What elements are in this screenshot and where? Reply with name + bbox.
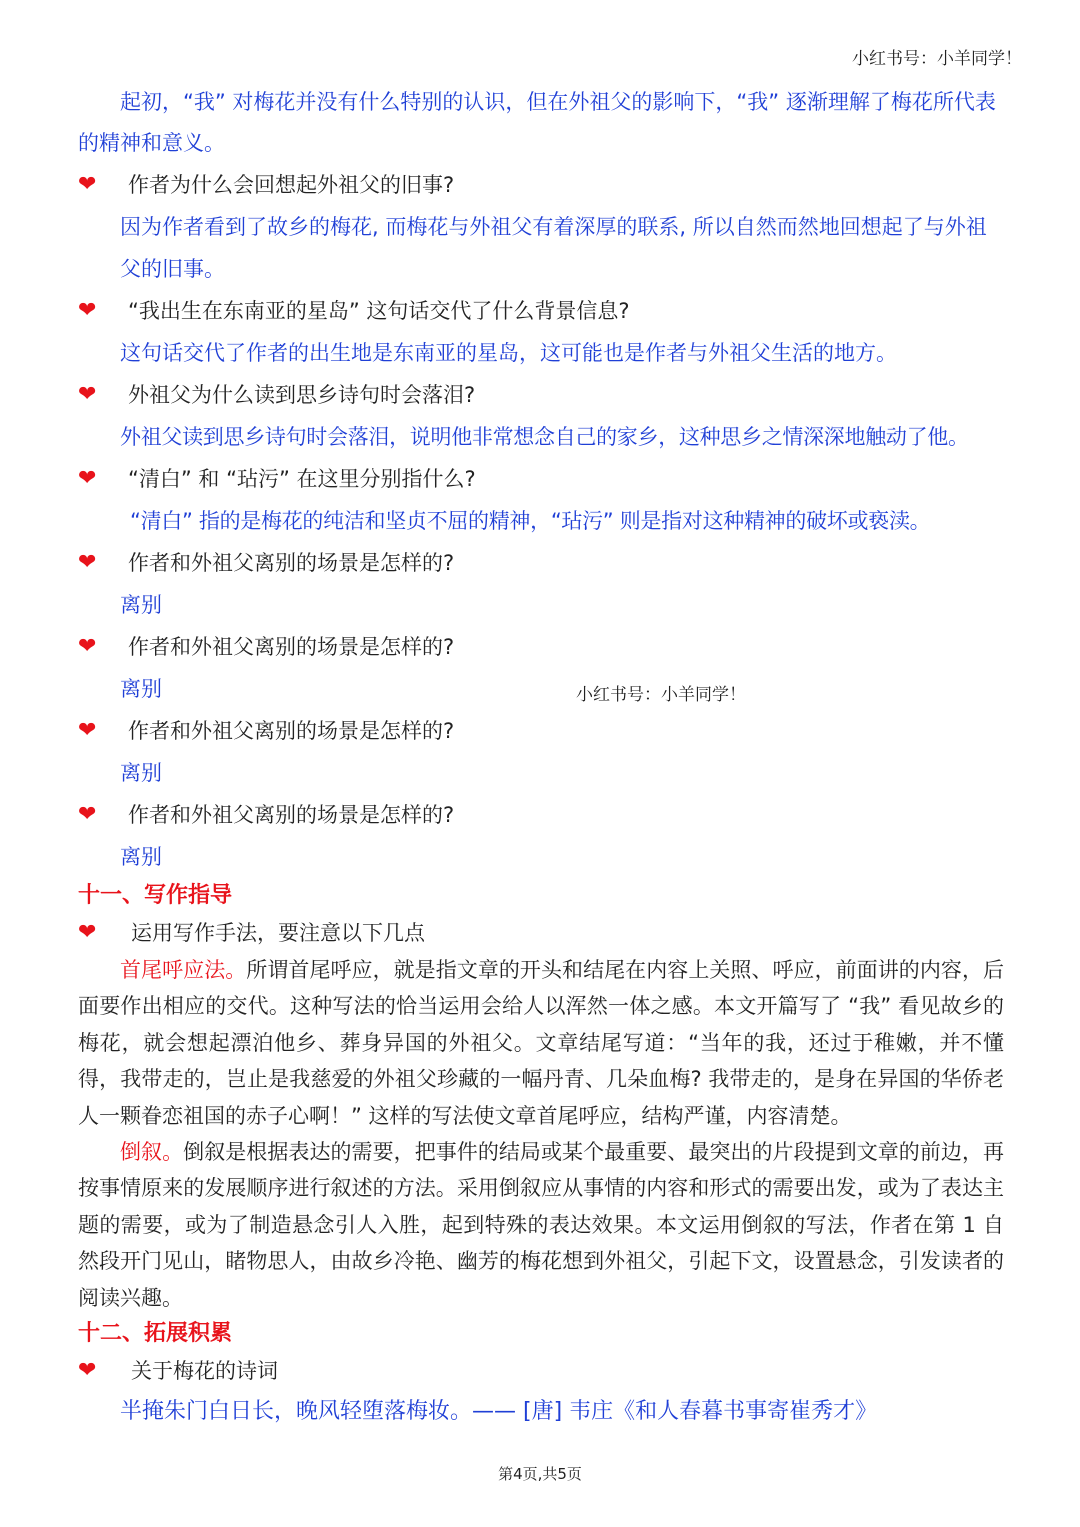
intro-answer: 起初，“我” 对梅花并没有什么特别的认识，但在外祖父的影响下，“我” 逐渐理解了梅花所代表的精神和意义。: [78, 90, 996, 155]
heart-icon: ❤: [78, 298, 97, 323]
heart-icon: ❤: [78, 634, 97, 659]
question: 外祖父为什么读到思乡诗句时会落泪?: [128, 383, 476, 407]
heart-icon: ❤: [78, 1358, 97, 1384]
bullet-text: 关于梅花的诗词: [131, 1359, 278, 1384]
answer: 离别: [120, 845, 162, 869]
page-footer: 第4页,共5页: [498, 1465, 582, 1483]
qa-item: [78, 542, 1004, 626]
heart-icon: ❤: [78, 802, 97, 827]
answer: 离别: [120, 593, 162, 617]
keyword: 首尾呼应法。: [120, 958, 247, 982]
section-heading: 十一、写作指导: [78, 883, 233, 908]
page-content: [78, 82, 1004, 1434]
answer: 这句话交代了作者的出生地是东南亚的星岛，这可能也是作者与外祖父生活的地方。: [120, 341, 897, 365]
heart-icon: ❤: [78, 718, 97, 743]
answer: 外祖父读到思乡诗句时会落泪，说明他非常想念自己的家乡，这种思乡之情深深地触动了他。: [120, 425, 969, 449]
question: “我出生在东南亚的星岛” 这句话交代了什么背景信息?: [128, 299, 630, 323]
qa-item: [78, 374, 1004, 458]
heart-icon: ❤: [78, 466, 97, 491]
paragraph-text: 倒叙是根据表达的需要，把事件的结局或某个最重要、最突出的片段提到文章的前边，再按事情原来的发展顺序进行叙述的方法。采用倒叙应从事情的内容和形式的需要出发，或为了表达主题的需要，或为了制造悬念引人入胜，起到特殊的表达效果。本文运用倒叙的写法，作者在第 1 自然段开门见山，睹物思人，由故乡冷艳、幽芳的梅花想到外祖父，引起下文，设置悬念，引发读者的阅读兴趣。: [78, 1140, 1005, 1310]
qa-item: [78, 794, 1004, 878]
paragraph-text: 所谓首尾呼应，就是指文章的开头和结尾在内容上关照、呼应，前面讲的内容，后面要作出相应的交代。这种写法的恰当运用会给人以浑然一体之感。本文开篇写了 “我” 看见故乡的梅花，就会想起漂泊他乡、葬身异国的外祖父。文章结尾写道：“当年的我，还过于稚嫩，并不懂得，我带走的，岂止是我慈爱的外祖父珍藏的一幅丹青、几朵血梅? 我带走的，是身在异国的华侨老人一颗眷恋祖国的赤子心啊！” 这样的写法使文章首尾呼应，结构严谨，内容清楚。: [78, 958, 1005, 1128]
question: 作者和外祖父离别的场景是怎样的?: [128, 635, 455, 659]
heart-icon: ❤: [78, 550, 97, 575]
qa-item: [78, 290, 1004, 374]
qa-item: [78, 458, 1004, 542]
watermark-middle: 小红书号：小羊同学！: [576, 685, 746, 705]
keyword: 倒叙。: [120, 1140, 184, 1165]
poem-line: 半掩朱门白日长，晚风轻堕落梅妆。—— [唐] 韦庄《和人春暮书事寄崔秀才》: [120, 1399, 878, 1425]
question: 作者和外祖父离别的场景是怎样的?: [128, 551, 455, 575]
heart-icon: ❤: [78, 920, 97, 945]
bullet-text: 运用写作手法，要注意以下几点: [131, 921, 425, 945]
answer: “清白” 指的是梅花的纯洁和坚贞不屈的精神，“玷污” 则是指对这种精神的破坏或亵渎。: [130, 509, 931, 533]
paragraph-flashback: [78, 1134, 1004, 1316]
answer: 因为作者看到了故乡的梅花, 而梅花与外祖父有着深厚的联系, 所以自然而然地回想起了与外祖父的旧事。: [120, 215, 987, 281]
heart-icon: ❤: [78, 172, 97, 197]
section-heading: 十二、拓展积累: [78, 1321, 233, 1347]
watermark-top: 小红书号：小羊同学！: [852, 49, 1022, 69]
answer: 离别: [120, 677, 162, 701]
answer: 离别: [120, 761, 162, 785]
question: 作者和外祖父离别的场景是怎样的?: [128, 803, 455, 827]
question: 作者和外祖父离别的场景是怎样的?: [128, 719, 455, 743]
qa-item: [78, 710, 1004, 794]
qa-item: [78, 626, 1004, 710]
qa-item: [78, 164, 1004, 290]
question: “清白” 和 “玷污” 在这里分别指什么?: [128, 467, 476, 491]
question: 作者为什么会回想起外祖父的旧事?: [128, 173, 455, 197]
paragraph-echo: [78, 952, 1004, 1134]
heart-icon: ❤: [78, 382, 97, 407]
